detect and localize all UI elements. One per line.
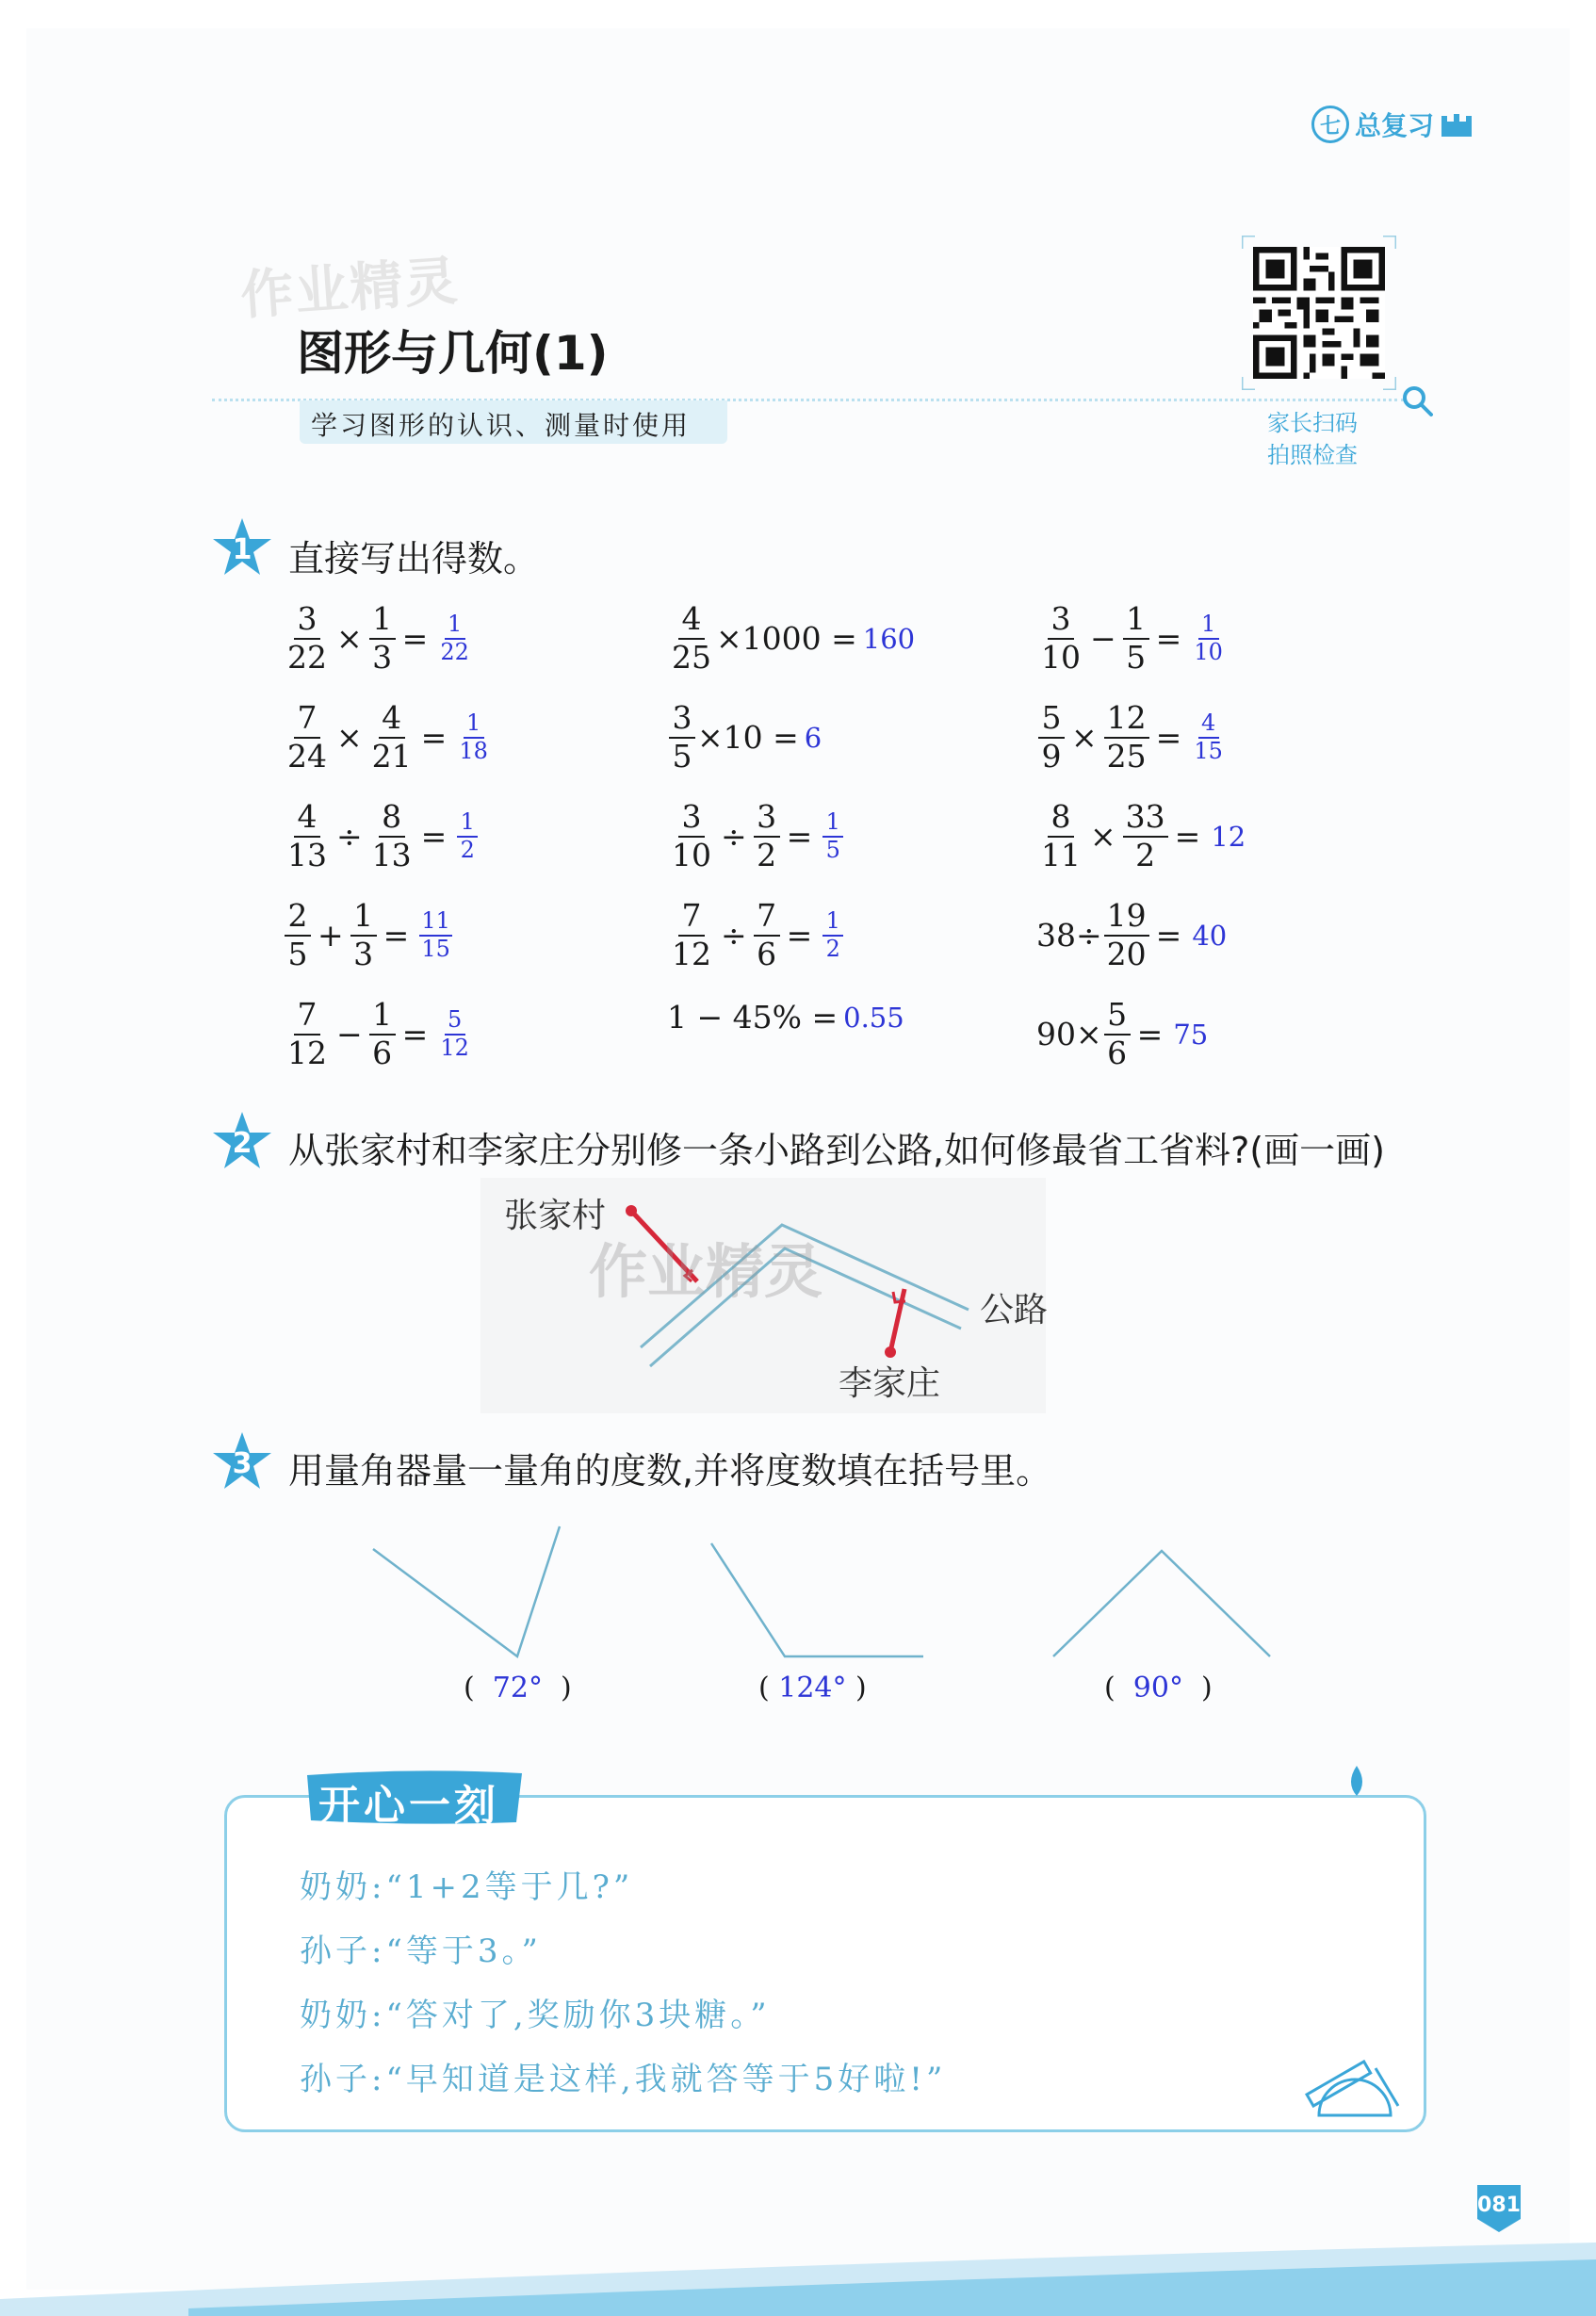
fraction — [669, 699, 695, 775]
fraction — [369, 996, 396, 1071]
exercise-col1-row-5 — [283, 996, 473, 1071]
equals-sign: = — [420, 719, 448, 757]
joke-tag: 开心一刻 — [318, 1782, 499, 1830]
exercise-col3-row-3 — [1036, 798, 1246, 873]
denominator: 2 — [460, 836, 475, 863]
denominator: 6 — [372, 1034, 393, 1071]
numerator: 8 — [1048, 801, 1074, 838]
chapter-title: 总复习 — [1354, 110, 1434, 141]
angle-2-answer: ( 124° ) — [758, 1672, 867, 1704]
section-2-instruction: 从张家村和李家庄分别修一条小路到公路,如何修最省工省料?(画一画) — [288, 1130, 1385, 1171]
answer-fraction — [457, 810, 478, 861]
denominator: 10 — [1041, 638, 1081, 676]
answer-value: 160 — [862, 622, 916, 655]
angle-3 — [1053, 1551, 1270, 1656]
figure-watermark: 作业精灵 — [589, 1237, 823, 1306]
numerator: 1 — [822, 810, 843, 837]
operator: ÷ — [721, 818, 747, 856]
numerator: 7 — [294, 999, 320, 1036]
label-road: 公路 — [980, 1291, 1049, 1329]
numerator: 33 — [1123, 801, 1168, 838]
watermark: 作业精灵 — [238, 250, 462, 328]
numerator: 3 — [294, 603, 320, 640]
denominator: 12 — [440, 1034, 469, 1061]
section-1-instruction: 直接写出得数。 — [288, 538, 540, 579]
denominator: 12 — [672, 935, 711, 972]
equals-sign: = — [1155, 719, 1182, 757]
operator: ÷ — [721, 917, 747, 954]
exercise-col3-row-5 — [1036, 996, 1209, 1071]
numerator: 8 — [379, 801, 405, 838]
numerator: 1 — [350, 900, 377, 937]
operator: − — [1090, 620, 1116, 658]
denominator: 10 — [1194, 638, 1223, 665]
section-3-star-icon — [211, 1430, 273, 1492]
protractor-ruler-icon — [1300, 2049, 1404, 2125]
answer-fraction — [419, 909, 452, 960]
equals-sign: = — [383, 917, 410, 954]
fraction — [669, 600, 714, 676]
chapter-tag — [1311, 106, 1474, 143]
fraction — [754, 798, 780, 873]
equals-sign: = — [1136, 1016, 1164, 1053]
denominator: 6 — [1107, 1034, 1128, 1071]
expression-rest: ×10 = — [697, 719, 799, 757]
exercise-col1-row-2 — [283, 699, 492, 775]
denominator: 24 — [287, 737, 327, 775]
exercise-col1-row-1 — [283, 600, 473, 676]
denominator: 3 — [372, 638, 393, 676]
answer-value: 6 — [804, 721, 822, 754]
exercise-col2-row-1 — [667, 600, 916, 676]
exercise-col2-row-4 — [667, 897, 845, 972]
numerator: 3 — [678, 801, 705, 838]
expression-prefix: 90× — [1036, 1016, 1102, 1053]
joke-line-4: 孙子:“早知道是这样,我就答等于5好啦!” — [300, 2061, 947, 2098]
equals-sign: = — [1174, 818, 1201, 856]
fraction — [1123, 600, 1149, 676]
expression-rest: ×1000 = — [716, 620, 857, 658]
denominator: 5 — [672, 737, 692, 775]
page-title: 图形与几何(1) — [297, 326, 609, 381]
fraction — [369, 600, 396, 676]
equals-sign: = — [786, 917, 813, 954]
svg-text:3: 3 — [232, 1447, 252, 1480]
fraction — [1038, 600, 1083, 676]
numerator: 1 — [369, 603, 396, 640]
numerator: 7 — [294, 702, 320, 739]
exercise-col3-row-1 — [1036, 600, 1227, 676]
equals-sign: = — [401, 1016, 429, 1053]
denominator: 11 — [1041, 836, 1081, 873]
numerator: 4 — [678, 603, 705, 640]
fraction — [1104, 897, 1149, 972]
angles-figure — [358, 1517, 1281, 1668]
fraction — [285, 798, 330, 873]
denominator: 5 — [287, 935, 308, 972]
numerator: 1 — [445, 612, 465, 639]
operator: × — [336, 719, 363, 757]
angle-1-answer: ( 72° ) — [464, 1672, 572, 1704]
denominator: 20 — [1106, 935, 1147, 972]
page-number: 081 — [1477, 2194, 1521, 2217]
numerator: 1 — [457, 810, 478, 837]
fraction — [285, 996, 330, 1071]
numerator: 5 — [1038, 702, 1065, 739]
numerator: 2 — [285, 900, 311, 937]
denominator: 15 — [1194, 737, 1223, 764]
angle-1 — [373, 1526, 560, 1656]
denominator: 12 — [287, 1034, 327, 1071]
expression-prefix: 38÷ — [1036, 917, 1102, 954]
denominator: 2 — [825, 935, 840, 962]
denominator: 25 — [672, 638, 711, 676]
answer-fraction — [1192, 711, 1225, 762]
angle-2 — [711, 1543, 923, 1656]
denominator: 25 — [1106, 737, 1147, 775]
exercise-col1-row-3 — [283, 798, 480, 873]
operator: − — [336, 1016, 363, 1053]
numerator: 7 — [754, 900, 780, 937]
numerator: 4 — [1198, 711, 1219, 738]
operator: ÷ — [336, 818, 363, 856]
operator: + — [318, 917, 344, 954]
qr-caption — [1267, 407, 1358, 471]
fraction — [1123, 798, 1168, 873]
exercise-col1-row-4 — [283, 897, 454, 972]
denominator: 15 — [421, 935, 450, 962]
denominator: 18 — [459, 737, 488, 764]
numerator: 11 — [419, 909, 452, 936]
bottom-wave-decoration — [0, 2243, 1596, 2316]
numerator: 4 — [294, 801, 320, 838]
denominator: 2 — [757, 836, 777, 873]
numerator: 3 — [754, 801, 780, 838]
denominator: 13 — [287, 836, 327, 873]
castle-icon — [1440, 110, 1474, 139]
operator: × — [1090, 818, 1116, 856]
numerator: 1 — [369, 999, 396, 1036]
denominator: 5 — [1126, 638, 1147, 676]
svg-text:1: 1 — [232, 533, 252, 566]
answer-fraction — [438, 612, 471, 663]
section-3-instruction: 用量角器量一量角的度数,并将度数填在括号里。 — [288, 1450, 1052, 1492]
fraction — [285, 699, 330, 775]
answer-value: 0.55 — [843, 1001, 904, 1034]
joke-line-1: 奶奶:“1+2等于几?” — [300, 1868, 634, 1906]
qr-caption-line1: 家长扫码 — [1267, 410, 1358, 436]
denominator: 9 — [1041, 737, 1062, 775]
svg-text:2: 2 — [232, 1127, 252, 1160]
denominator: 2 — [1135, 836, 1156, 873]
numerator: 3 — [1048, 603, 1074, 640]
exercise-col2-row-3 — [667, 798, 845, 873]
section-1-star-icon — [211, 516, 273, 579]
numerator: 7 — [678, 900, 705, 937]
answer-fraction — [1192, 612, 1225, 663]
fraction — [1038, 798, 1083, 873]
fraction — [754, 897, 780, 972]
numerator: 12 — [1104, 702, 1149, 739]
label-zhangjiacun: 张家村 — [504, 1197, 607, 1235]
angle-3-answer: ( 90° ) — [1104, 1672, 1213, 1704]
fraction — [669, 798, 714, 873]
numerator: 5 — [445, 1008, 465, 1035]
numerator: 4 — [379, 702, 405, 739]
numerator: 19 — [1104, 900, 1149, 937]
answer-fraction — [822, 909, 843, 960]
fraction — [1038, 699, 1065, 775]
exercise-col3-row-2 — [1036, 699, 1227, 775]
joke-line-2: 孙子:“等于3。” — [300, 1933, 542, 1970]
operator: × — [336, 620, 363, 658]
search-icon — [1401, 384, 1435, 418]
section-2-star-icon — [211, 1110, 273, 1172]
qr-caption-line2: 拍照检查 — [1267, 442, 1358, 468]
denominator: 6 — [757, 935, 777, 972]
fraction — [285, 600, 330, 676]
exercise-col2-row-5 — [667, 999, 904, 1036]
denominator: 22 — [440, 638, 469, 665]
denominator: 13 — [371, 836, 412, 873]
equals-sign: = — [786, 818, 813, 856]
equals-sign: = — [420, 818, 448, 856]
fraction — [350, 897, 377, 972]
numerator: 1 — [822, 909, 843, 936]
exercise-col2-row-2 — [667, 699, 822, 775]
qr-code[interactable] — [1253, 247, 1385, 379]
answer-fraction — [822, 810, 843, 861]
village1-dot — [626, 1205, 637, 1216]
numerator: 1 — [1198, 612, 1219, 639]
fraction — [1104, 699, 1149, 775]
fraction — [285, 897, 311, 972]
denominator: 3 — [353, 935, 374, 972]
fraction — [369, 699, 415, 775]
fraction — [669, 897, 714, 972]
equals-sign: = — [1155, 917, 1182, 954]
denominator: 22 — [287, 638, 327, 676]
answer-fraction — [457, 711, 490, 762]
numerator: 5 — [1104, 999, 1131, 1036]
answer-fraction — [438, 1008, 471, 1059]
chapter-number: 七 — [1311, 106, 1349, 143]
operator: × — [1071, 719, 1098, 757]
equals-sign: = — [1155, 620, 1182, 658]
subtitle: 学习图形的认识、测量时使用 — [311, 410, 692, 441]
answer-value: 12 — [1211, 820, 1246, 853]
answer-value: 75 — [1173, 1018, 1209, 1051]
joke-line-3: 奶奶:“答对了,奖励你3块糖。” — [300, 1997, 771, 2034]
numerator: 1 — [1123, 603, 1149, 640]
denominator: 5 — [825, 836, 840, 863]
exercise-col3-row-4 — [1036, 897, 1228, 972]
expression-text: 1 − 45% = — [667, 999, 839, 1036]
decorative-drop-icon — [1338, 1762, 1376, 1800]
fraction — [369, 798, 415, 873]
numerator: 3 — [669, 702, 695, 739]
numerator: 1 — [464, 711, 484, 738]
denominator: 10 — [672, 836, 711, 873]
label-lijiazhuang: 李家庄 — [839, 1364, 941, 1403]
equals-sign: = — [401, 620, 429, 658]
fraction — [1104, 996, 1131, 1071]
answer-value: 40 — [1192, 919, 1228, 952]
denominator: 21 — [371, 737, 412, 775]
